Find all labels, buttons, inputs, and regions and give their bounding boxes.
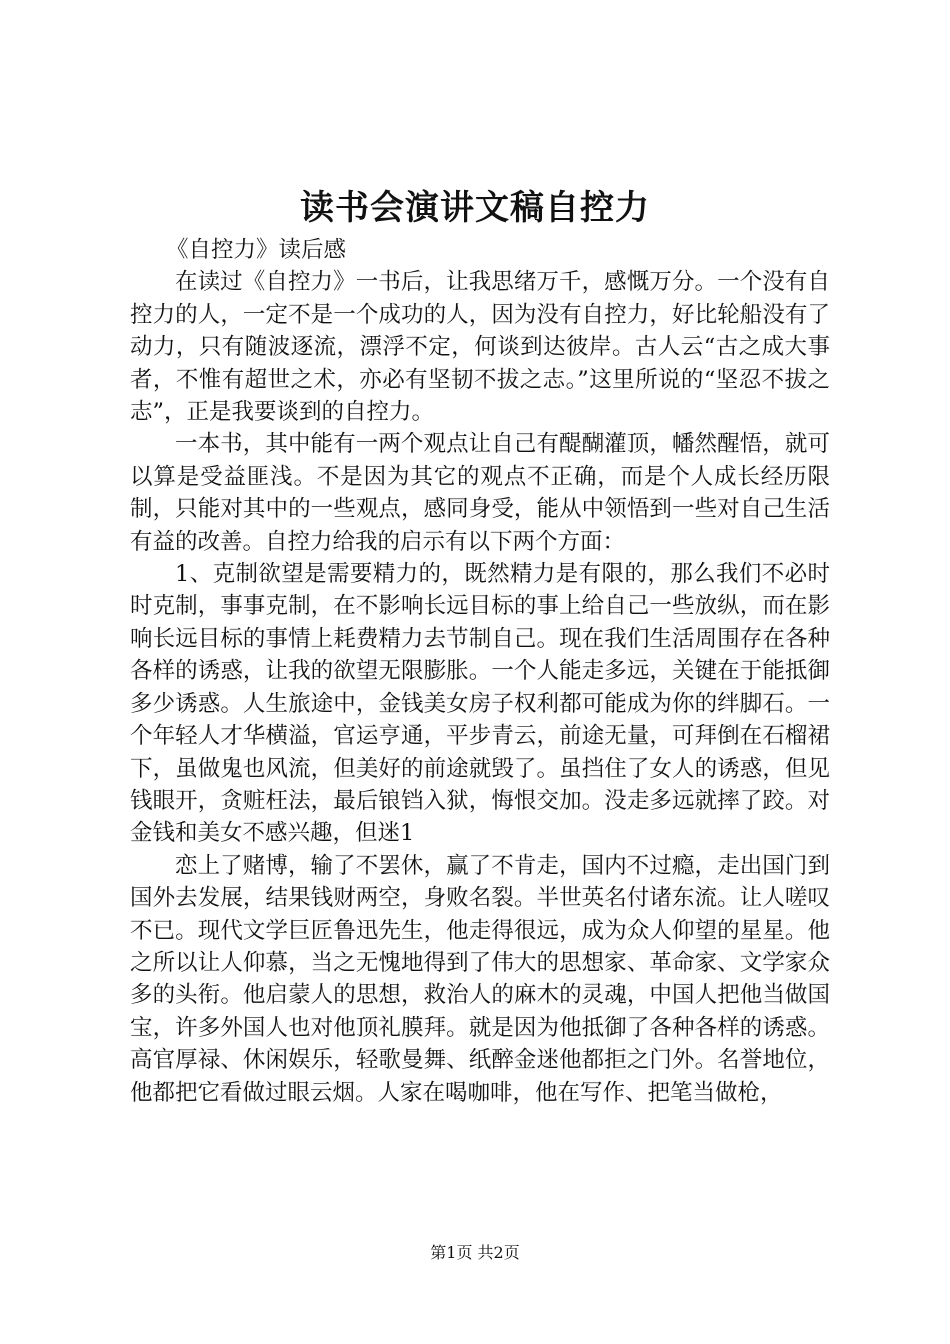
document-body <box>130 234 830 1109</box>
paragraph: 恋上了赌博，输了不罢休，赢了不肯走，国内不过瘾，走出国门到国外去发展，结果钱财两空，身败名裂。半世英名付诸东流。让人嗟叹不已。现代文学巨匠鲁迅先生，他走得很远，成为众人仰望的星星。他之所以让人仰慕，当之无愧地得到了伟大的思想家、革命家、文学家众多的头衔。他启蒙人的思想，救治人的麻木的灵魂，中国人把他当做国宝，许多外国人也对他顶礼膜拜。就是因为他抵御了各种各样的诱惑。高官厚禄、休闲娱乐，轻歌曼舞、纸醉金迷他都拒之门外。名誉地位，他都把它看做过眼云烟。人家在喝咖啡，他在写作、把笔当做枪， <box>130 852 830 1106</box>
paragraph: 1、克制欲望是需要精力的，既然精力是有限的，那么我们不必时时克制，事事克制，在不影响长远目标的事上给自己一些放纵，而在影响长远目标的事情上耗费精力去节制自己。现在我们生活周围存在各种各样的诱惑，让我的欲望无限膨胀。一个人能走多远，关键在于能抵御多少诱惑。人生旅途中，金钱美女房子权利都可能成为你的绊脚石。一个年轻人才华横溢，官运亨通，平步青云，前途无量，可拜倒在石榴裙下，虽做鬼也风流，但美好的前途就毁了。虽挡住了女人的诱惑，但见钱眼开，贪赃枉法，最后锒铛入狱，悔恨交加。没走多远就摔了跤。对金钱和美女不感兴趣，但迷1 <box>130 561 830 847</box>
page-footer: 第1页 共2页 <box>430 1243 520 1262</box>
document-subtitle: 《自控力》读后感 <box>166 237 347 263</box>
document-title: 读书会演讲文稿自控力 <box>300 188 650 228</box>
paragraph: 在读过《自控力》一书后，让我思绪万千，感慨万分。一个没有自控力的人，一定不是一个成功的人，因为没有自控力，好比轮船没有了动力，只有随波逐流，漂浮不定，何谈到达彼岸。古人云“古之成大事者，不惟有超世之术，亦必有坚韧不拔之志。”这里所说的“坚忍不拔之志”，正是我要谈到的自控力。 <box>130 269 830 426</box>
paragraph: 一本书，其中能有一两个观点让自己有醍醐灌顶，幡然醒悟，就可以算是受益匪浅。不是因为其它的观点不正确，而是个人成长经历限制，只能对其中的一些观点，感同身受，能从中领悟到一些对自己生活有益的改善。自控力给我的启示有以下两个方面： <box>130 431 830 555</box>
